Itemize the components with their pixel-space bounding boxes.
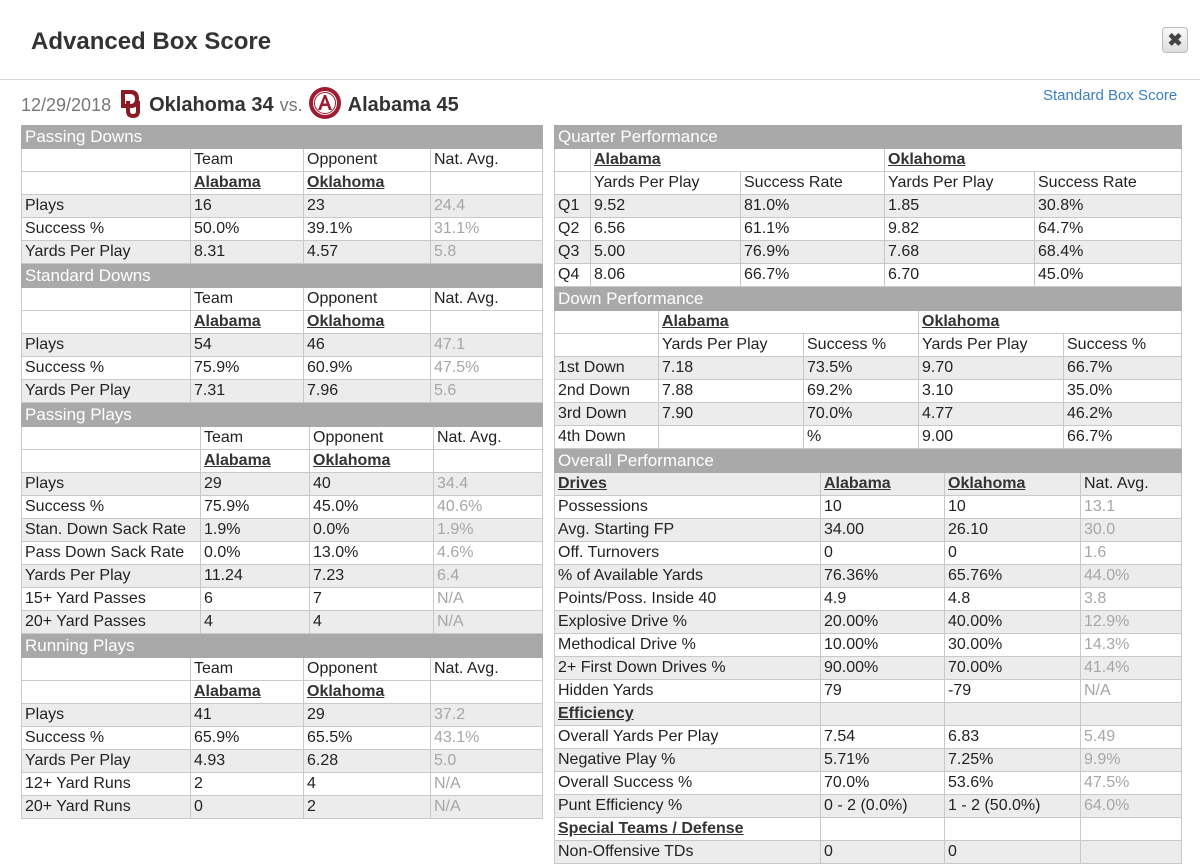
nat-avg-value: 40.6% xyxy=(434,496,543,519)
row-label: Success % xyxy=(22,496,201,519)
row-label: Yards Per Play xyxy=(22,241,191,264)
row-label: Avg. Starting FP xyxy=(555,519,821,542)
down-performance-table xyxy=(554,287,1182,449)
row-label: Off. Turnovers xyxy=(555,542,821,565)
row-label: Q1 xyxy=(555,195,591,218)
oklahoma-value: 6.83 xyxy=(945,726,1081,749)
section-title: Passing Downs xyxy=(22,126,543,149)
table-row xyxy=(555,519,1182,542)
header-cell: Nat. Avg. xyxy=(434,427,543,450)
opponent-value: 46 xyxy=(304,334,431,357)
alabama-ypp: 8.06 xyxy=(591,264,741,287)
section-title: Overall Performance xyxy=(555,450,1182,473)
team-value: 41 xyxy=(191,704,304,727)
row-label: 15+ Yard Passes xyxy=(22,588,201,611)
team-link-alabama[interactable]: Alabama xyxy=(191,681,304,704)
section-title: Running Plays xyxy=(22,635,543,658)
table-row xyxy=(22,241,543,264)
nat-avg-value: 41.4% xyxy=(1081,657,1182,680)
section-title: Down Performance xyxy=(555,288,1182,311)
alabama-ypp xyxy=(659,426,804,449)
header-cell: Nat. Avg. xyxy=(431,288,543,311)
game-date: 12/29/2018 xyxy=(21,94,112,115)
row-label: Plays xyxy=(22,195,191,218)
oklahoma-ypp: 4.77 xyxy=(919,403,1064,426)
table-row xyxy=(555,426,1182,449)
opponent-value: 7.96 xyxy=(304,380,431,403)
opponent-value: 4 xyxy=(304,773,431,796)
nat-avg-value: 44.0% xyxy=(1081,565,1182,588)
opponent-value: 4 xyxy=(310,611,434,634)
nat-avg-value: 1.9% xyxy=(434,519,543,542)
opponent-value: 40 xyxy=(310,473,434,496)
oklahoma-success: 66.7% xyxy=(1064,357,1182,380)
alabama-value: 5.71% xyxy=(821,749,945,772)
alabama-ypp: 9.52 xyxy=(591,195,741,218)
alabama-ypp: 7.18 xyxy=(659,357,804,380)
table-row xyxy=(22,218,543,241)
team-link-oklahoma[interactable]: Oklahoma xyxy=(304,681,431,704)
oklahoma-value: 26.10 xyxy=(945,519,1081,542)
oklahoma-success: 66.7% xyxy=(1064,426,1182,449)
oklahoma-value: 1 - 2 (50.0%) xyxy=(945,795,1081,818)
team-cell xyxy=(431,681,543,704)
game-summary xyxy=(21,87,459,123)
row-label: 4th Down xyxy=(555,426,659,449)
team-link-oklahoma[interactable]: Oklahoma xyxy=(919,311,1182,334)
header-cell: Team xyxy=(191,149,304,172)
nat-avg-value: 43.1% xyxy=(431,727,543,750)
table-row xyxy=(555,726,1182,749)
alabama-value: 0 - 2 (0.0%) xyxy=(821,795,945,818)
nat-avg-value: N/A xyxy=(431,796,543,819)
opponent-value: 60.9% xyxy=(304,357,431,380)
alabama-value: 34.00 xyxy=(821,519,945,542)
nat-avg-value: N/A xyxy=(434,611,543,634)
table-row xyxy=(22,588,543,611)
row-label: Q2 xyxy=(555,218,591,241)
special-teams-subheader[interactable]: Special Teams / Defense xyxy=(555,818,821,841)
table-row xyxy=(555,749,1182,772)
team-value: 75.9% xyxy=(191,357,304,380)
nat-avg-value xyxy=(1081,841,1182,864)
empty-cell xyxy=(945,818,1081,841)
empty-cell xyxy=(1081,818,1182,841)
close-button[interactable]: ✖ xyxy=(1162,27,1188,53)
oklahoma-ypp: 9.00 xyxy=(919,426,1064,449)
efficiency-subheader[interactable]: Efficiency xyxy=(555,703,821,726)
row-label: Stan. Down Sack Rate xyxy=(22,519,201,542)
oklahoma-success: 68.4% xyxy=(1035,241,1182,264)
row-label: Overall Success % xyxy=(555,772,821,795)
passing-downs-table xyxy=(21,125,543,264)
nat-avg-value: 31.1% xyxy=(431,218,543,241)
team-value: 8.31 xyxy=(191,241,304,264)
table-row xyxy=(555,241,1182,264)
team-value: 50.0% xyxy=(191,218,304,241)
alabama-success: 61.1% xyxy=(741,218,885,241)
oklahoma-ypp: 6.70 xyxy=(885,264,1035,287)
oklahoma-value: 0 xyxy=(945,542,1081,565)
team-cell xyxy=(22,450,201,473)
versus-label: vs. xyxy=(279,94,303,115)
team-cell xyxy=(22,311,191,334)
table-row xyxy=(555,611,1182,634)
team-value: 29 xyxy=(201,473,310,496)
oklahoma-value: 7.25% xyxy=(945,749,1081,772)
row-label: Q4 xyxy=(555,264,591,287)
nat-avg-value: 64.0% xyxy=(1081,795,1182,818)
row-label: Success % xyxy=(22,218,191,241)
nat-avg-value: 13.1 xyxy=(1081,496,1182,519)
nat-avg-value: 34.4 xyxy=(434,473,543,496)
team-value: 54 xyxy=(191,334,304,357)
table-row xyxy=(22,750,543,773)
team-value: 0.0% xyxy=(201,542,310,565)
nat-avg-value: 5.49 xyxy=(1081,726,1182,749)
table-row xyxy=(555,634,1182,657)
table-row xyxy=(22,542,543,565)
team-value: 0 xyxy=(191,796,304,819)
oklahoma-value: 4.8 xyxy=(945,588,1081,611)
header-cell xyxy=(22,427,201,450)
team-value: 16 xyxy=(191,195,304,218)
row-label: Yards Per Play xyxy=(22,750,191,773)
table-row xyxy=(22,519,543,542)
table-row xyxy=(22,773,543,796)
modal-title: Advanced Box Score xyxy=(31,28,272,55)
table-row xyxy=(22,611,543,634)
team-value: 4.93 xyxy=(191,750,304,773)
row-label: Negative Play % xyxy=(555,749,821,772)
nat-avg-value: 5.8 xyxy=(431,241,543,264)
team-cell xyxy=(22,172,191,195)
table-row xyxy=(555,542,1182,565)
table-row xyxy=(555,403,1182,426)
alabama-value: 0 xyxy=(821,841,945,864)
overall-performance-table xyxy=(554,449,1182,864)
table-row xyxy=(22,496,543,519)
alabama-value: 20.00% xyxy=(821,611,945,634)
header-cell: Opponent xyxy=(310,427,434,450)
row-label: 2+ First Down Drives % xyxy=(555,657,821,680)
table-row xyxy=(22,380,543,403)
row-label: Plays xyxy=(22,334,191,357)
nat-avg-value: 9.9% xyxy=(1081,749,1182,772)
team-link-alabama[interactable]: Alabama xyxy=(821,473,945,496)
opponent-value: 39.1% xyxy=(304,218,431,241)
nat-avg-value: N/A xyxy=(434,588,543,611)
empty-cell xyxy=(821,703,945,726)
alabama-value: 0 xyxy=(821,542,945,565)
nat-avg-value: 14.3% xyxy=(1081,634,1182,657)
team-link-alabama[interactable]: Alabama xyxy=(201,450,310,473)
oklahoma-value: 30.00% xyxy=(945,634,1081,657)
nat-avg-value: 5.6 xyxy=(431,380,543,403)
table-row xyxy=(555,264,1182,287)
nat-avg-value: 47.5% xyxy=(431,357,543,380)
header-cell: Yards Per Play xyxy=(591,172,741,195)
alabama-value: 90.00% xyxy=(821,657,945,680)
opponent-value: 65.5% xyxy=(304,727,431,750)
table-row xyxy=(22,796,543,819)
row-label: Explosive Drive % xyxy=(555,611,821,634)
alabama-success: 81.0% xyxy=(741,195,885,218)
table-row xyxy=(555,795,1182,818)
team-value: 7.31 xyxy=(191,380,304,403)
opponent-value: 45.0% xyxy=(310,496,434,519)
table-row xyxy=(22,195,543,218)
oklahoma-value: 10 xyxy=(945,496,1081,519)
alabama-value: 10 xyxy=(821,496,945,519)
passing-plays-table xyxy=(21,403,543,634)
opponent-value: 13.0% xyxy=(310,542,434,565)
row-label: Hidden Yards xyxy=(555,680,821,703)
team-link-oklahoma[interactable]: Oklahoma xyxy=(945,473,1081,496)
team-cell xyxy=(434,450,543,473)
header-cell xyxy=(22,288,191,311)
team-value: 4 xyxy=(201,611,310,634)
opponent-value: 23 xyxy=(304,195,431,218)
quarter-performance-table xyxy=(554,125,1182,287)
row-label: Methodical Drive % xyxy=(555,634,821,657)
oklahoma-value: 70.00% xyxy=(945,657,1081,680)
alabama-ypp: 7.90 xyxy=(659,403,804,426)
header-cell: Nat. Avg. xyxy=(431,658,543,681)
header-cell: Opponent xyxy=(304,288,431,311)
team-value: 1.9% xyxy=(201,519,310,542)
oklahoma-value: -79 xyxy=(945,680,1081,703)
row-label: Yards Per Play xyxy=(22,380,191,403)
row-label: % of Available Yards xyxy=(555,565,821,588)
opponent-value: 6.28 xyxy=(304,750,431,773)
table-row xyxy=(22,727,543,750)
table-row xyxy=(22,357,543,380)
oklahoma-ypp: 9.82 xyxy=(885,218,1035,241)
header-cell: Opponent xyxy=(304,149,431,172)
table-row xyxy=(22,704,543,727)
section-title: Quarter Performance xyxy=(555,126,1182,149)
header-cell xyxy=(555,172,591,195)
row-label: 2nd Down xyxy=(555,380,659,403)
header-cell: Team xyxy=(191,658,304,681)
row-label: Points/Poss. Inside 40 xyxy=(555,588,821,611)
header-cell: Success % xyxy=(804,334,919,357)
team-cell xyxy=(22,681,191,704)
oklahoma-success: 64.7% xyxy=(1035,218,1182,241)
header-cell: Nat. Avg. xyxy=(431,149,543,172)
alabama-success: % xyxy=(804,426,919,449)
header-cell: Success % xyxy=(1064,334,1182,357)
header-cell: Yards Per Play xyxy=(885,172,1035,195)
header-cell: Yards Per Play xyxy=(919,334,1064,357)
alabama-ypp: 7.88 xyxy=(659,380,804,403)
team-link-oklahoma[interactable]: Oklahoma xyxy=(304,172,431,195)
table-row xyxy=(555,680,1182,703)
oklahoma-ypp: 1.85 xyxy=(885,195,1035,218)
row-label: Q3 xyxy=(555,241,591,264)
team-cell xyxy=(431,172,543,195)
oklahoma-success: 35.0% xyxy=(1064,380,1182,403)
oklahoma-value: 0 xyxy=(945,841,1081,864)
team-value: 6 xyxy=(201,588,310,611)
alabama-value: 4.9 xyxy=(821,588,945,611)
oklahoma-value: 65.76% xyxy=(945,565,1081,588)
nat-avg-value: 5.0 xyxy=(431,750,543,773)
nat-avg-value: 6.4 xyxy=(434,565,543,588)
modal-header xyxy=(0,0,1200,80)
team-value: 11.24 xyxy=(201,565,310,588)
table-row xyxy=(555,588,1182,611)
table-row xyxy=(555,772,1182,795)
team-value: 2 xyxy=(191,773,304,796)
team-link-alabama[interactable]: Alabama xyxy=(591,149,885,172)
team-cell xyxy=(431,311,543,334)
opponent-value: 2 xyxy=(304,796,431,819)
nat-avg-value: 47.1 xyxy=(431,334,543,357)
nat-avg-value: 4.6% xyxy=(434,542,543,565)
standard-box-score-link[interactable]: Standard Box Score xyxy=(1043,87,1178,104)
nat-avg-value: 12.9% xyxy=(1081,611,1182,634)
header-cell: Success Rate xyxy=(741,172,885,195)
team-link-oklahoma[interactable]: Oklahoma xyxy=(310,450,434,473)
alabama-value: 76.36% xyxy=(821,565,945,588)
nat-avg-value: N/A xyxy=(1081,680,1182,703)
section-title: Passing Plays xyxy=(22,404,543,427)
alabama-success: 73.5% xyxy=(804,357,919,380)
table-row xyxy=(555,357,1182,380)
row-label: Plays xyxy=(22,704,191,727)
alabama-value: 10.00% xyxy=(821,634,945,657)
opponent-value: 7 xyxy=(310,588,434,611)
header-cell: Team xyxy=(201,427,310,450)
table-row xyxy=(555,565,1182,588)
nat-avg-value: 37.2 xyxy=(431,704,543,727)
table-row xyxy=(555,496,1182,519)
row-label: Overall Yards Per Play xyxy=(555,726,821,749)
alabama-score: Alabama 45 xyxy=(347,93,459,116)
row-label: 20+ Yard Runs xyxy=(22,796,191,819)
oklahoma-success: 46.2% xyxy=(1064,403,1182,426)
table-row xyxy=(555,380,1182,403)
opponent-value: 4.57 xyxy=(304,241,431,264)
header-cell: Team xyxy=(191,288,304,311)
row-label: Plays xyxy=(22,473,201,496)
nat-avg-value: 1.6 xyxy=(1081,542,1182,565)
alabama-value: 7.54 xyxy=(821,726,945,749)
opponent-value: 29 xyxy=(304,704,431,727)
table-row xyxy=(22,565,543,588)
header-cell: Yards Per Play xyxy=(659,334,804,357)
row-label: Yards Per Play xyxy=(22,565,201,588)
row-label: Possessions xyxy=(555,496,821,519)
oklahoma-value: 53.6% xyxy=(945,772,1081,795)
table-row xyxy=(22,473,543,496)
row-label: Success % xyxy=(22,727,191,750)
oklahoma-ypp: 3.10 xyxy=(919,380,1064,403)
row-label: Pass Down Sack Rate xyxy=(22,542,201,565)
oklahoma-success: 30.8% xyxy=(1035,195,1182,218)
header-cell: Nat. Avg. xyxy=(1081,473,1182,496)
row-label: 20+ Yard Passes xyxy=(22,611,201,634)
table-row xyxy=(555,195,1182,218)
empty-cell xyxy=(1081,703,1182,726)
empty-cell xyxy=(821,818,945,841)
table-row xyxy=(22,334,543,357)
row-label: 12+ Yard Runs xyxy=(22,773,191,796)
oklahoma-ypp: 9.70 xyxy=(919,357,1064,380)
header-cell xyxy=(22,149,191,172)
oklahoma-ypp: 7.68 xyxy=(885,241,1035,264)
team-value: 75.9% xyxy=(201,496,310,519)
header-cell: Success Rate xyxy=(1035,172,1182,195)
row-label: 3rd Down xyxy=(555,403,659,426)
drives-subheader[interactable]: Drives xyxy=(555,473,821,496)
standard-downs-table xyxy=(21,264,543,403)
team-cell xyxy=(555,311,659,334)
alabama-ypp: 5.00 xyxy=(591,241,741,264)
section-title: Standard Downs xyxy=(22,265,543,288)
alabama-value: 79 xyxy=(821,680,945,703)
nat-avg-value: 24.4 xyxy=(431,195,543,218)
row-label: Punt Efficiency % xyxy=(555,795,821,818)
oklahoma-value: 40.00% xyxy=(945,611,1081,634)
running-plays-table xyxy=(21,634,543,819)
team-link-oklahoma[interactable]: Oklahoma xyxy=(304,311,431,334)
nat-avg-value: 30.0 xyxy=(1081,519,1182,542)
nat-avg-value: N/A xyxy=(431,773,543,796)
team-value: 65.9% xyxy=(191,727,304,750)
table-row xyxy=(555,218,1182,241)
row-label: Success % xyxy=(22,357,191,380)
alabama-logo-icon xyxy=(308,86,342,125)
opponent-value: 0.0% xyxy=(310,519,434,542)
team-link-oklahoma[interactable]: Oklahoma xyxy=(885,149,1182,172)
table-row xyxy=(555,657,1182,680)
team-link-alabama[interactable]: Alabama xyxy=(191,311,304,334)
header-cell xyxy=(555,334,659,357)
row-label: Non-Offensive TDs xyxy=(555,841,821,864)
oklahoma-score: Oklahoma 34 xyxy=(149,93,274,116)
alabama-ypp: 6.56 xyxy=(591,218,741,241)
team-cell xyxy=(555,149,591,172)
team-link-alabama[interactable]: Alabama xyxy=(659,311,919,334)
alabama-success: 76.9% xyxy=(741,241,885,264)
alabama-success: 66.7% xyxy=(741,264,885,287)
oklahoma-logo-icon xyxy=(117,86,143,125)
opponent-value: 7.23 xyxy=(310,565,434,588)
alabama-value: 70.0% xyxy=(821,772,945,795)
alabama-success: 70.0% xyxy=(804,403,919,426)
alabama-success: 69.2% xyxy=(804,380,919,403)
nat-avg-value: 47.5% xyxy=(1081,772,1182,795)
table-row xyxy=(555,841,1182,864)
empty-cell xyxy=(945,703,1081,726)
header-cell: Opponent xyxy=(304,658,431,681)
row-label: 1st Down xyxy=(555,357,659,380)
team-link-alabama[interactable]: Alabama xyxy=(191,172,304,195)
nat-avg-value: 3.8 xyxy=(1081,588,1182,611)
header-cell xyxy=(22,658,191,681)
oklahoma-success: 45.0% xyxy=(1035,264,1182,287)
